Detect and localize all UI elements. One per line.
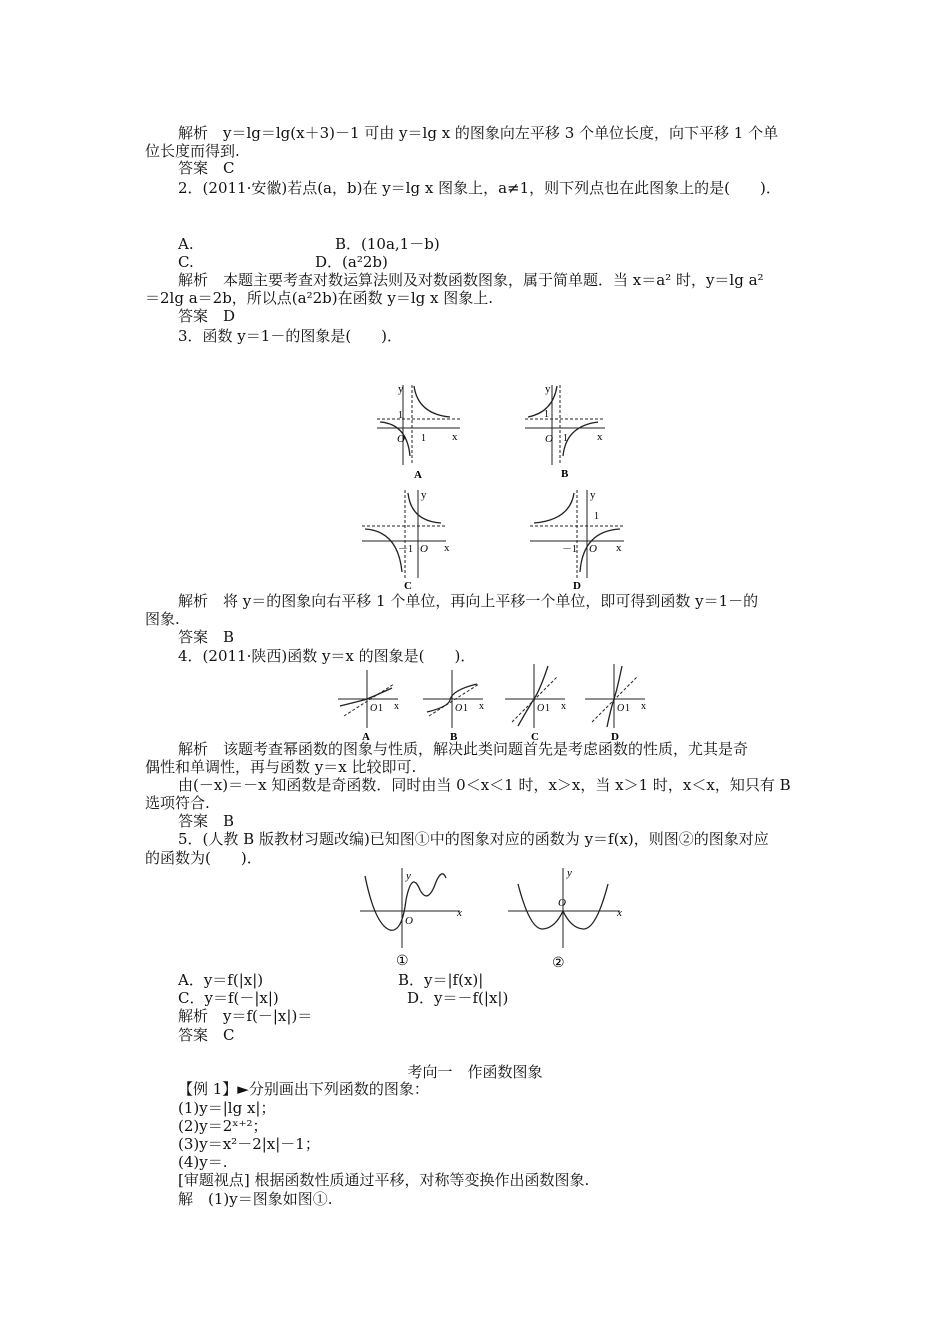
- q4-label-b: B: [450, 731, 458, 743]
- q5-1-y: y: [406, 870, 411, 882]
- option-5c: C．y＝f(－|x|): [178, 989, 279, 1007]
- q3-b-o: O: [545, 433, 553, 445]
- question-2: 2．(2011·安徽)若点(a，b)在 y＝lg x 图象上，a≠1，则下列点也在此图象上的是( )．: [178, 179, 781, 197]
- analysis-4-line-2: 偶性和单调性，再与函数 y＝x 比较即可.: [145, 758, 417, 776]
- q3-d-o: O: [589, 543, 597, 555]
- line-1: 解析 y＝lg＝lg(x＋3)－1 可由 y＝lg x 的图象向左平移 3 个单位长度，向下平移 1 个单: [178, 124, 779, 142]
- analysis-5: 解析 y＝f(－|x|)＝: [178, 1007, 313, 1025]
- option-5b: B．y＝|f(x)|: [398, 971, 484, 989]
- q4-d-x: x: [641, 701, 646, 712]
- q3-a-one-x: 1: [421, 433, 426, 444]
- q3-d-one: 1: [594, 511, 599, 522]
- q4-c-x: x: [561, 701, 566, 712]
- analysis-4-line-3: 由(－x)＝－x 知函数是奇函数．同时由当 0＜x＜1 时，x＞x，当 x＞1 时，x＜x，知只有 B: [178, 776, 791, 794]
- q4-d-one: 1: [625, 703, 630, 714]
- answer-2: 答案 D: [178, 307, 236, 325]
- q4-b-x: x: [479, 701, 484, 712]
- example-1-item-1: (1)y＝|lg x|；: [178, 1099, 276, 1117]
- q3-c-negone: －1: [398, 544, 413, 555]
- question-5-line-2: 的函数为( )．: [145, 849, 262, 867]
- q3-a-o: O: [397, 433, 405, 445]
- option-5a: A．y＝f(|x|): [178, 971, 264, 989]
- analysis-3-line-2: 图象.: [145, 610, 180, 628]
- answer-3: 答案 B: [178, 628, 235, 646]
- option-2a: A.: [178, 235, 194, 253]
- section-title: 考向一 作函数图象: [407, 1063, 543, 1081]
- q5-2-x: x: [617, 907, 622, 919]
- q4-label-c: C: [531, 731, 539, 743]
- q4-a-o: O: [370, 703, 378, 714]
- answer-1: 答案 C: [178, 159, 235, 177]
- q4-c-o: O: [537, 703, 545, 714]
- q4-label-d: D: [611, 731, 619, 743]
- q3-label-b: B: [561, 468, 569, 480]
- solution-1: 解 (1)y＝图象如图①.: [178, 1190, 333, 1208]
- line-2: 位长度而得到.: [145, 142, 240, 160]
- option-5d: D．y＝－f(|x|): [407, 989, 509, 1007]
- q4-c-one: 1: [545, 703, 550, 714]
- analysis-3-line-1: 解析 将 y＝的图象向右平移 1 个单位，再向上平移一个单位，即可得到函数 y＝1－的: [178, 592, 759, 610]
- q3-a-y: y: [398, 383, 404, 395]
- q4-b-o: O: [455, 703, 463, 714]
- option-2b: B．(10a,1－b): [335, 235, 440, 253]
- q3-b-x: x: [597, 431, 603, 443]
- q4-a-x: x: [394, 701, 399, 712]
- q4-label-a: A: [362, 731, 370, 743]
- q3-d-negone: －1: [562, 544, 577, 555]
- example-1-item-3: (3)y＝x²－2|x|－1；: [178, 1135, 320, 1153]
- q3-b-one: 1: [544, 409, 549, 420]
- q3-label-c: C: [404, 580, 412, 592]
- review-viewpoint: [审题视点] 根据函数性质通过平移，对称等变换作出函数图象.: [178, 1171, 590, 1189]
- option-2d: D．(a²2b): [315, 253, 388, 271]
- q3-a-one: 1: [398, 410, 403, 421]
- example-1-item-2: (2)y＝2ˣ⁺²；: [178, 1117, 268, 1135]
- q3-c-x: x: [444, 542, 450, 554]
- q5-2-y: y: [567, 867, 572, 879]
- question-5-line-1: 5．(人教 B 版教材习题改编)已知图①中的图象对应的函数为 y＝f(x)，则图②的图象对应: [178, 830, 769, 848]
- q3-label-a: A: [414, 469, 422, 481]
- analysis-2-line-2: ＝2lg a＝2b，所以点(a²2b)在函数 y＝lg x 图象上.: [145, 289, 494, 307]
- q3-d-x: x: [616, 542, 622, 554]
- q4-d-o: O: [617, 703, 625, 714]
- analysis-4-line-1: 解析 该题考查幂函数的图象与性质，解决此类问题首先是考虑函数的性质，尤其是奇: [178, 740, 749, 758]
- q3-a-x: x: [452, 431, 458, 443]
- q4-b-one: 1: [463, 703, 468, 714]
- answer-4: 答案 B: [178, 812, 235, 830]
- q3-d-y: y: [590, 489, 596, 501]
- q5-label-1: ①: [396, 954, 409, 969]
- q5-1-o: O: [405, 915, 413, 927]
- q3-label-d: D: [573, 580, 581, 592]
- q5-2-o: O: [558, 897, 566, 909]
- q4-a-one: 1: [378, 703, 383, 714]
- example-1-title: 【例 1】►分别画出下列函数的图象：: [178, 1080, 429, 1098]
- q5-label-2: ②: [552, 956, 565, 971]
- answer-5: 答案 C: [178, 1026, 235, 1044]
- question-4: 4．(2011·陕西)函数 y＝x 的图象是( )．: [178, 647, 476, 665]
- question-3: 3．函数 y＝1－的图象是( )．: [178, 327, 403, 345]
- q3-b-y: y: [545, 383, 551, 395]
- q3-c-y: y: [421, 489, 427, 501]
- q3-c-o: O: [420, 543, 428, 555]
- analysis-2-line-1: 解析 本题主要考查对数运算法则及对数函数图象，属于简单题．当 x＝a² 时，y＝lg a²: [178, 271, 764, 289]
- example-1-item-4: (4)y＝.: [178, 1153, 228, 1171]
- analysis-4-line-4: 选项符合.: [145, 794, 210, 812]
- q5-1-x: x: [457, 907, 462, 919]
- option-2c: C.: [178, 253, 194, 271]
- q3-b-one-x: 1: [563, 433, 568, 444]
